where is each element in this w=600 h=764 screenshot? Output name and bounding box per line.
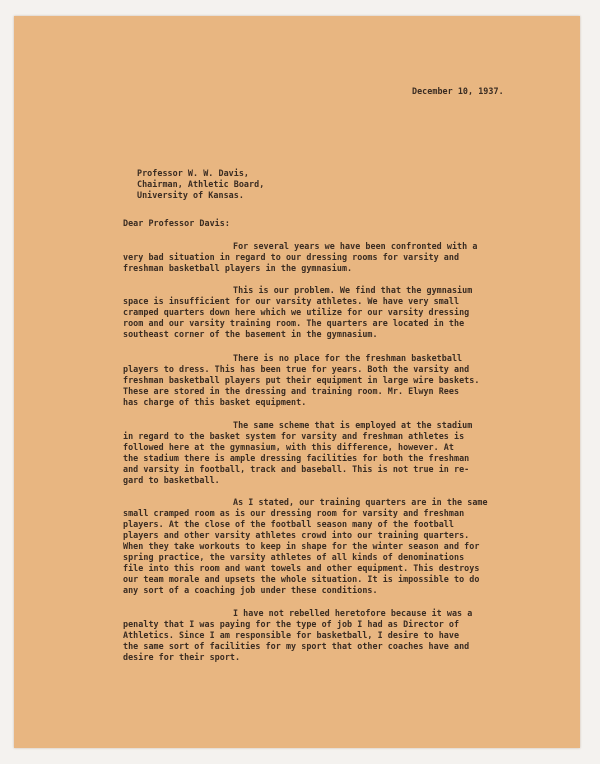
text-line: room and our varsity training room. The quarters are located in the bbox=[123, 318, 465, 328]
text-line: players to dress. This has been true for years. Both the varsity and bbox=[123, 364, 470, 374]
text-line: and varsity in football, track and baseball. This is not true in re- bbox=[123, 464, 470, 474]
paragraph-1 bbox=[123, 241, 513, 274]
text-line: This is our problem. We find that the gymnasium bbox=[233, 285, 473, 295]
address-line: Professor W. W. Davis, bbox=[137, 168, 250, 178]
paragraph-2 bbox=[123, 285, 513, 340]
paragraph-3 bbox=[123, 353, 513, 408]
text-line: cramped quarters down here which we utilize for our varsity dressing bbox=[123, 307, 470, 317]
text-line: gard to basketball. bbox=[123, 475, 220, 485]
salutation: Dear Professor Davis: bbox=[123, 218, 230, 228]
text-line: These are stored in the dressing and training room. Mr. Elwyn Rees bbox=[123, 386, 460, 396]
paragraph-5 bbox=[123, 497, 513, 596]
text-line: Athletics. Since I am responsible for basketball, I desire to have bbox=[123, 630, 460, 640]
text-line: file into this room and want towels and other equipment. This destroys bbox=[123, 563, 480, 573]
text-line: As I stated, our training quarters are in the same bbox=[233, 497, 488, 507]
text-line: players and other varsity athletes crowd into our training quarters. bbox=[123, 530, 470, 540]
text-line: For several years we have been confronted with a bbox=[233, 241, 478, 251]
text-line: the stadium there is ample dressing facilities for both the freshman bbox=[123, 453, 470, 463]
paragraph-4 bbox=[123, 420, 513, 486]
letter-date: December 10, 1937. bbox=[412, 86, 504, 96]
text-line: spring practice, the varsity athletes of all kinds of denominations bbox=[123, 552, 465, 562]
paragraph-6 bbox=[123, 608, 513, 663]
text-line: very bad situation in regard to our dressing rooms for varsity and bbox=[123, 252, 460, 262]
text-line: freshman basketball players in the gymnasium. bbox=[123, 263, 353, 273]
text-line: desire for their sport. bbox=[123, 652, 241, 662]
text-line: penalty that I was paying for the type of job I had as Director of bbox=[123, 619, 460, 629]
text-line: small cramped room as is our dressing room for varsity and freshman bbox=[123, 508, 465, 518]
address-line: University of Kansas. bbox=[137, 190, 244, 200]
text-line: I have not rebelled heretofore because it was a bbox=[233, 608, 473, 618]
text-line: has charge of this basket equipment. bbox=[123, 397, 307, 407]
text-line: our team morale and upsets the whole situation. It is impossible to do bbox=[123, 574, 480, 584]
text-line: any sort of a coaching job under these conditions. bbox=[123, 585, 378, 595]
recipient-address bbox=[137, 168, 264, 201]
text-line: in regard to the basket system for varsity and freshman athletes is bbox=[123, 431, 465, 441]
text-line: freshman basketball players put their equipment in large wire baskets. bbox=[123, 375, 480, 385]
text-line: space is insufficient for our varsity athletes. We have very small bbox=[123, 296, 460, 306]
address-line: Chairman, Athletic Board, bbox=[137, 179, 265, 189]
text-line: The same scheme that is employed at the stadium bbox=[233, 420, 473, 430]
text-line: the same sort of facilities for my sport that other coaches have and bbox=[123, 641, 470, 651]
text-line: There is no place for the freshman basketball bbox=[233, 353, 463, 363]
text-line: southeast corner of the basement in the gymnasium. bbox=[123, 329, 378, 339]
text-line: followed here at the gymnasium, with this difference, however. At bbox=[123, 442, 454, 452]
text-line: When they take workouts to keep in shape for the winter season and for bbox=[123, 541, 480, 551]
text-line: players. At the close of the football season many of the football bbox=[123, 519, 454, 529]
